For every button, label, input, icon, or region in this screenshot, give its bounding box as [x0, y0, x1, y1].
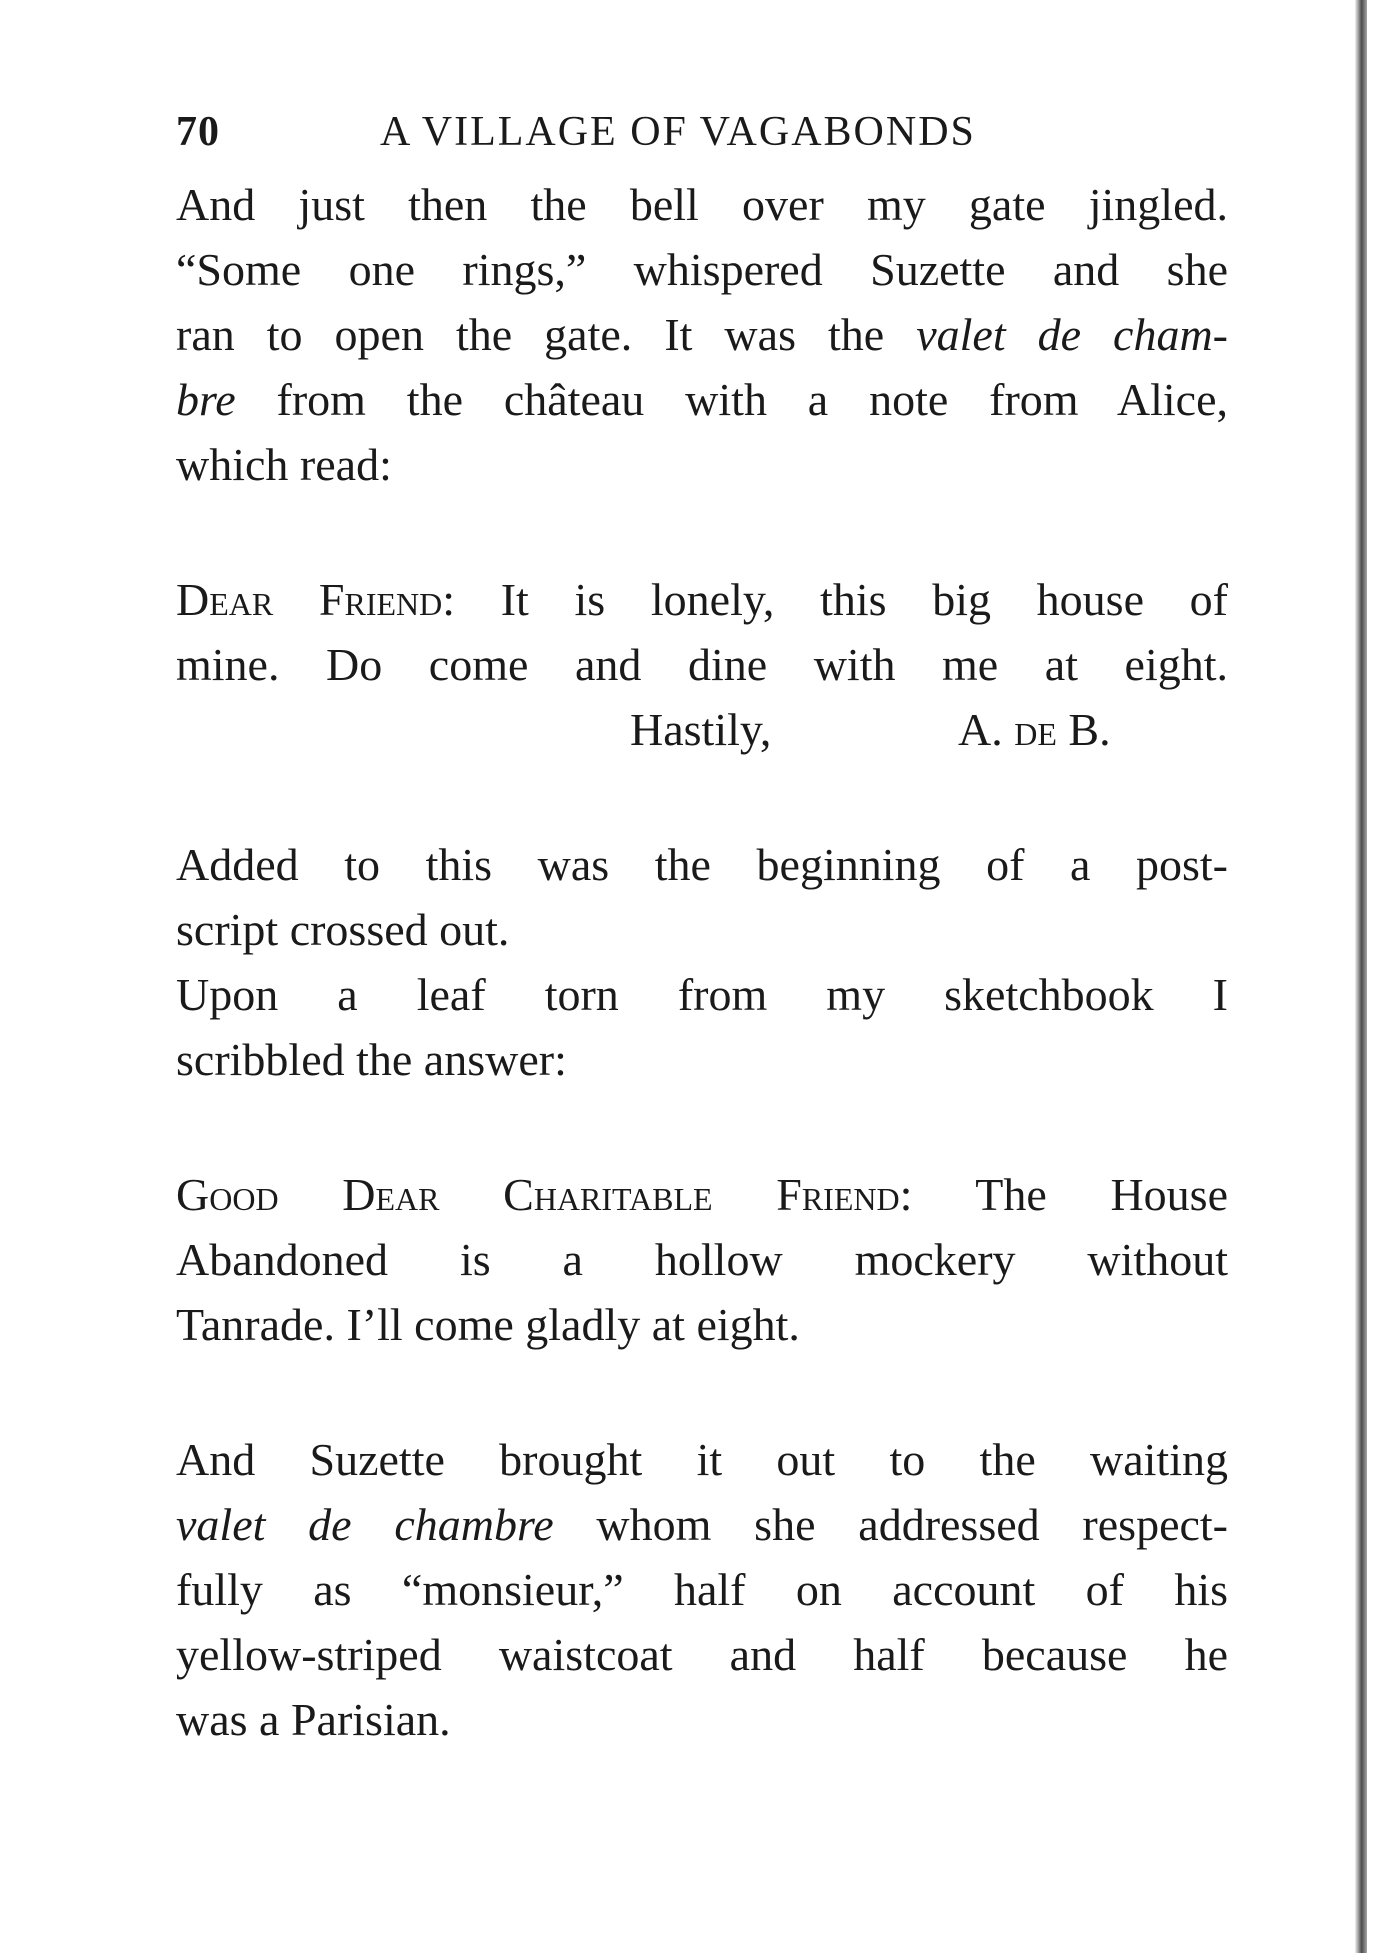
text-segment: : It is lonely, this big house of	[442, 574, 1228, 625]
text-line: fully as “monsieur,” half on account of his	[176, 1564, 1228, 1615]
text-line: “Some one rings,” whispered Suzette and she	[176, 244, 1228, 295]
note-line	[176, 570, 1228, 630]
italic-phrase: valet de chambre	[176, 1499, 554, 1550]
text-segment: whom she addressed respect-	[596, 1499, 1229, 1550]
text-line: was a Parisian.	[176, 1694, 451, 1745]
text-line: And Suzette brought it out to the waiting	[176, 1434, 1228, 1485]
text-segment: from the château with a note from Alice,	[276, 374, 1229, 425]
note-line: Abandoned is a hollow mockery without	[176, 1234, 1228, 1285]
note-line	[176, 1165, 1228, 1225]
text-segment: de	[1014, 704, 1057, 755]
text-line: script crossed out.	[176, 904, 510, 955]
text-line	[176, 305, 1228, 365]
text-segment: ran to open the gate. It was the	[176, 309, 885, 360]
running-head: A VILLAGE OF VAGABONDS	[380, 109, 976, 155]
text-line: And just then the bell over my gate jingled.	[176, 179, 1228, 230]
text-line: scribbled the answer:	[176, 1034, 567, 1085]
italic-phrase: valet de cham-	[916, 309, 1228, 360]
page-header	[176, 108, 1226, 168]
text-line: yellow-striped waistcoat and half because he	[176, 1629, 1228, 1680]
note-salutation: Good Dear Charitable Friend	[176, 1169, 900, 1220]
text-line	[176, 1495, 1228, 1555]
text-segment: B.	[1068, 704, 1111, 755]
note-line: Tanrade. I’ll come gladly at eight.	[176, 1299, 800, 1350]
binding-shadow	[1355, 0, 1367, 1953]
text-line	[176, 370, 1228, 430]
text-line: Added to this was the beginning of a post-	[176, 839, 1228, 890]
italic-phrase: bre	[176, 374, 236, 425]
text-line: Upon a leaf torn from my sketchbook I	[176, 969, 1228, 1020]
note-salutation: Dear Friend	[176, 574, 443, 625]
note-closing: Hastily,	[630, 704, 772, 755]
page-number: 70	[176, 109, 220, 155]
text-segment: : The House	[899, 1169, 1228, 1220]
note-signature	[958, 700, 1111, 760]
note-line: mine. Do come and dine with me at eight.	[176, 639, 1228, 690]
text-segment: A.	[958, 704, 1003, 755]
text-line: which read:	[176, 439, 392, 490]
